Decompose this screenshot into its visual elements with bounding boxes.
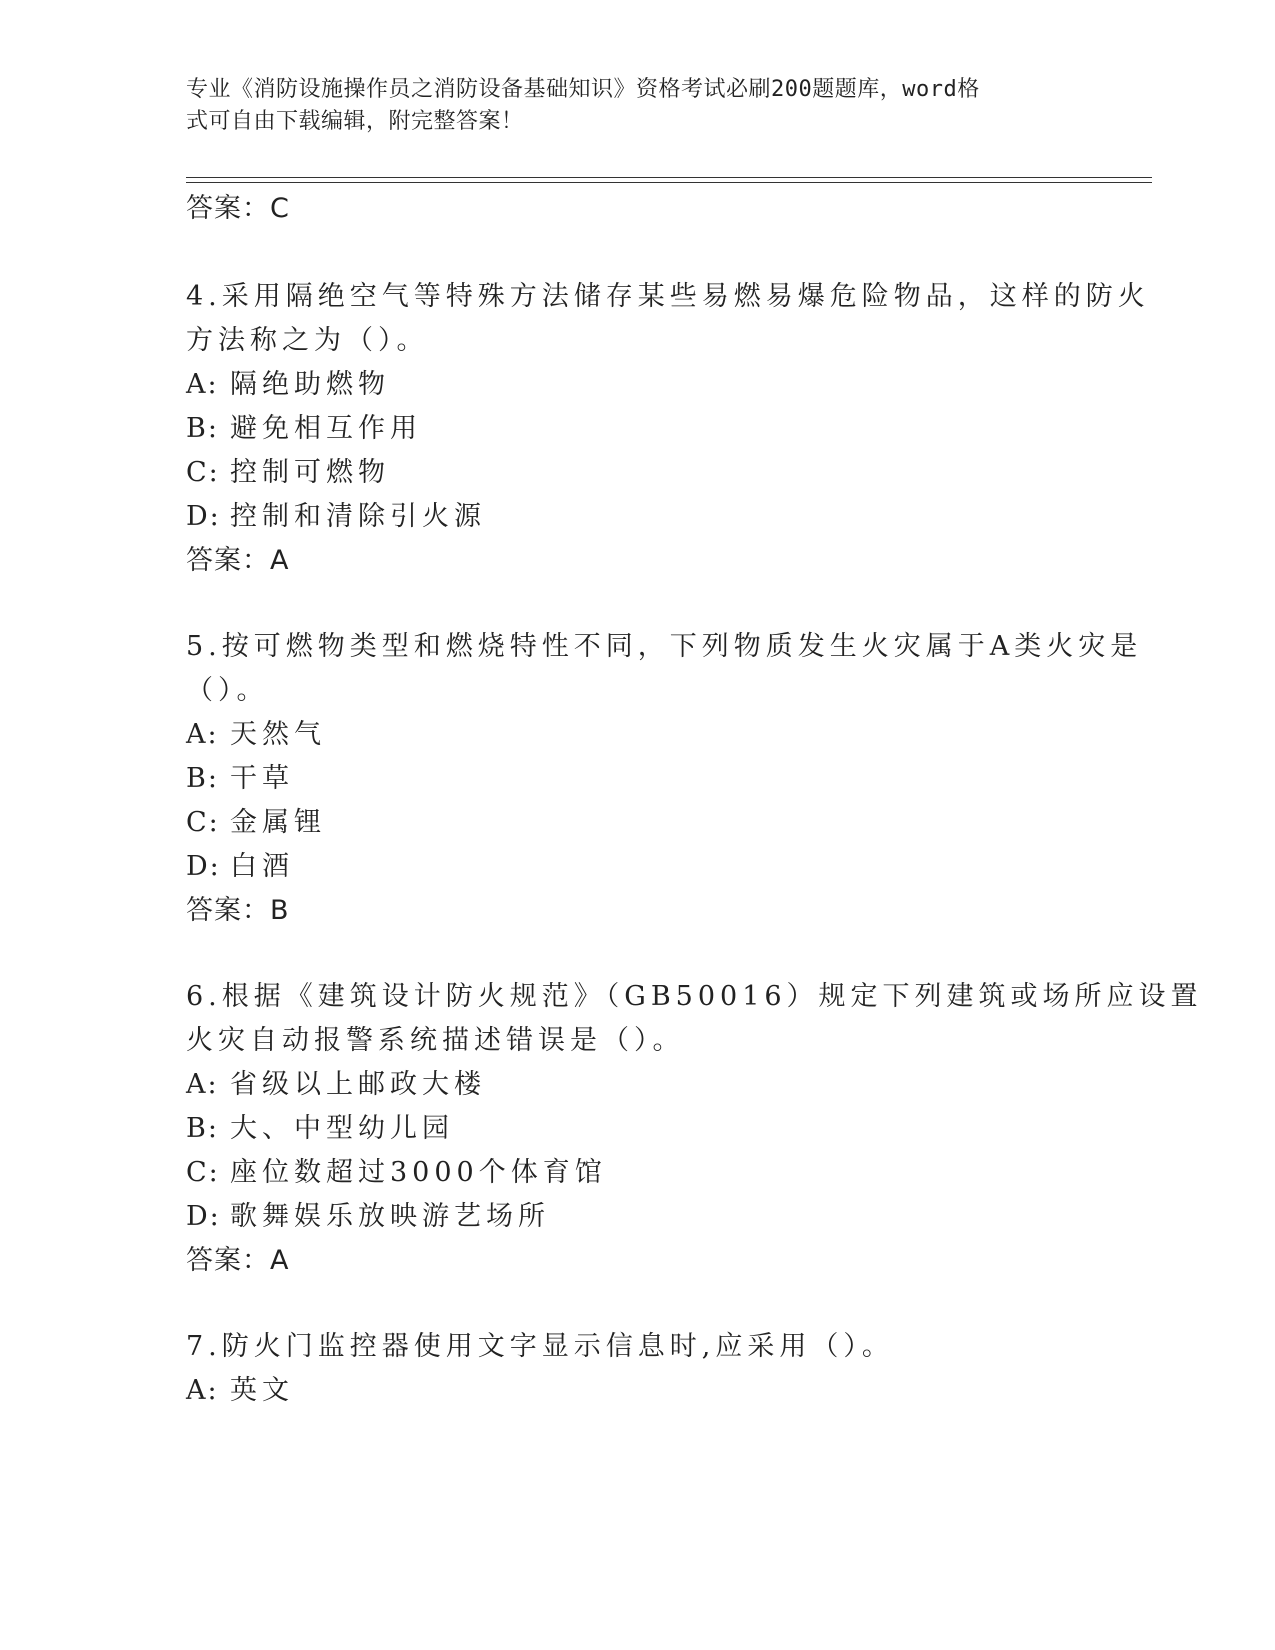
answer-prev: 答案：C — [186, 193, 290, 224]
option-text: 控制可燃物 — [230, 457, 390, 488]
question-4-option-b — [186, 406, 422, 445]
option-text: 大、中型幼儿园 — [230, 1113, 454, 1144]
question-6-answer: 答案：A — [186, 1245, 290, 1276]
option-label: A: — [186, 369, 219, 400]
question-4-option-d — [186, 494, 486, 533]
question-5-option-a — [186, 712, 326, 751]
header-line-2: 式可自由下载编辑，附完整答案！ — [186, 109, 524, 134]
option-text: 干草 — [230, 763, 294, 794]
question-6-option-c — [186, 1150, 607, 1189]
question-5-option-d — [186, 844, 294, 883]
question-4-stem-line-2: 方法称之为（）。 — [186, 325, 429, 356]
question-4-answer: 答案：A — [186, 545, 290, 576]
question-5-answer: 答案：B — [186, 895, 290, 926]
question-4-stem-line-1: 4.采用隔绝空气等特殊方法储存某些易燃易爆危险物品，这样的防火 — [186, 281, 1150, 312]
header-line-1: 专业《消防设施操作员之消防设备基础知识》资格考试必刷200题题库，word格 — [186, 77, 980, 102]
option-label: B: — [186, 1113, 219, 1144]
option-label: C: — [186, 807, 220, 838]
option-label: B: — [186, 763, 219, 794]
option-label: D: — [186, 851, 221, 882]
option-text: 控制和清除引火源 — [230, 501, 486, 532]
question-6-stem-line-2: 火灾自动报警系统描述错误是（）。 — [186, 1025, 685, 1056]
option-label: A: — [186, 719, 219, 750]
option-label: C: — [186, 457, 220, 488]
question-4-option-c — [186, 450, 390, 489]
option-text: 歌舞娱乐放映游艺场所 — [230, 1201, 550, 1232]
question-5-stem-line-1: 5.按可燃物类型和燃烧特性不同，下列物质发生火灾属于A类火灾是 — [186, 631, 1143, 662]
option-text: 省级以上邮政大楼 — [230, 1069, 486, 1100]
question-7-option-a — [186, 1368, 294, 1407]
question-6-option-b — [186, 1106, 454, 1145]
option-text: 座位数超过3000个体育馆 — [230, 1157, 607, 1188]
question-5-stem-line-2: （）。 — [186, 675, 269, 706]
question-6-option-a — [186, 1062, 486, 1101]
question-4-option-a — [186, 362, 390, 401]
page-header — [186, 74, 1066, 138]
option-label: C: — [186, 1157, 220, 1188]
option-text: 隔绝助燃物 — [230, 369, 390, 400]
question-7-stem-line-1: 7.防火门监控器使用文字显示信息时,应采用（）。 — [186, 1331, 894, 1362]
header-divider — [186, 177, 1152, 178]
question-5-option-c — [186, 800, 326, 839]
question-6-option-d — [186, 1194, 550, 1233]
option-text: 金属锂 — [230, 807, 326, 838]
option-label: D: — [186, 1201, 221, 1232]
option-label: A: — [186, 1375, 219, 1406]
option-label: D: — [186, 501, 221, 532]
question-5-option-b — [186, 756, 294, 795]
option-text: 英文 — [230, 1375, 294, 1406]
option-text: 白酒 — [230, 851, 294, 882]
question-6-stem-line-1: 6.根据《建筑设计防火规范》（GB50016）规定下列建筑或场所应设置 — [186, 981, 1203, 1012]
option-label: B: — [186, 413, 219, 444]
option-label: A: — [186, 1069, 219, 1100]
header-divider-second — [186, 182, 1152, 183]
option-text: 避免相互作用 — [230, 413, 422, 444]
option-text: 天然气 — [230, 719, 326, 750]
